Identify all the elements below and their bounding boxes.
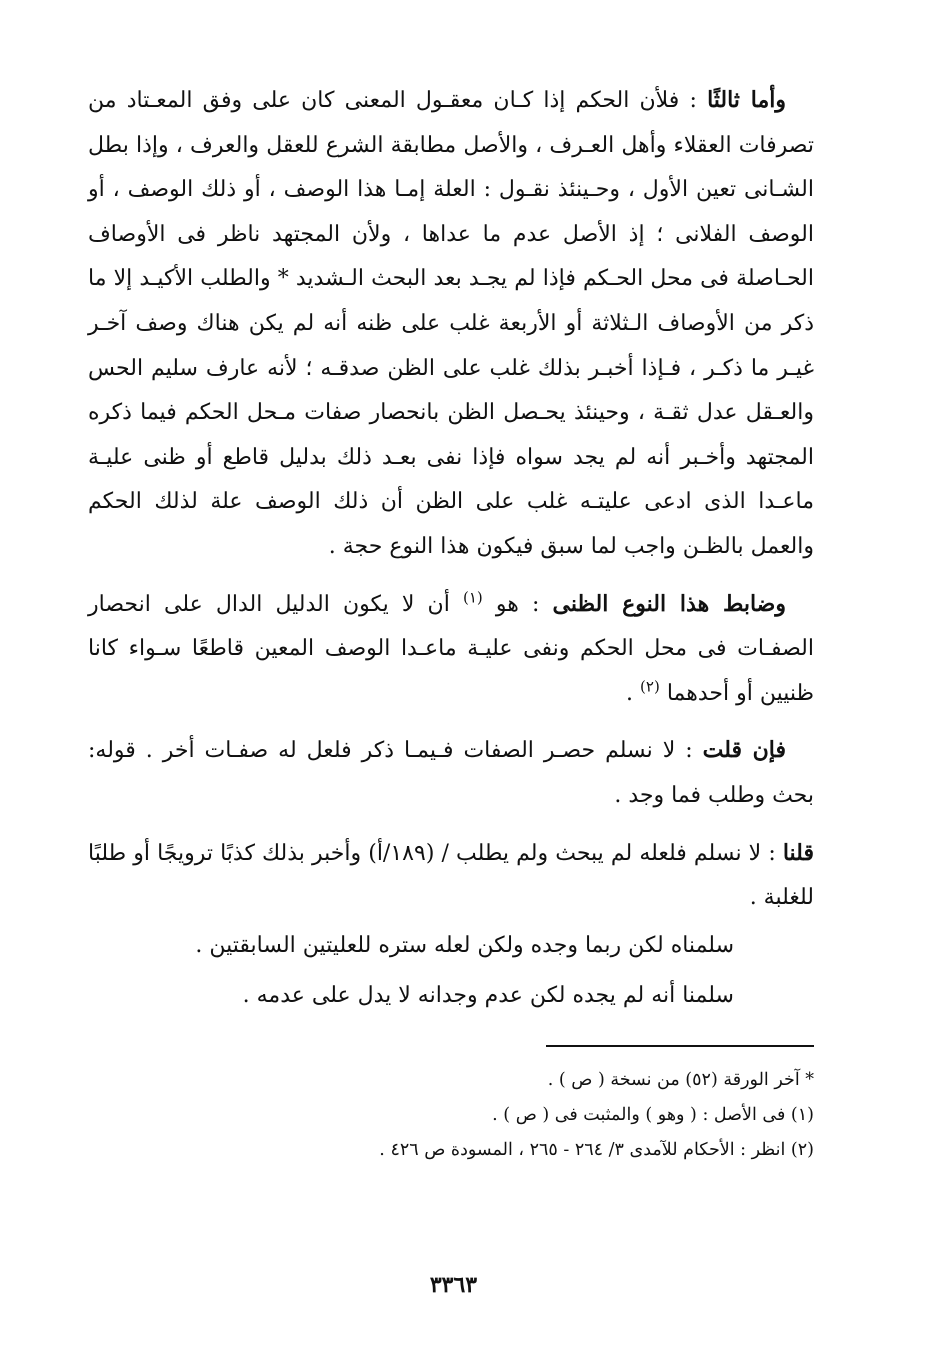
footnote-ref-1: (١) <box>462 588 483 607</box>
paragraph-6: سلمنا أنه لم يجده لكن عدم وجدانه لا يدل على عدمه . <box>242 982 734 1008</box>
paragraph-2 <box>88 582 814 717</box>
page-body <box>88 78 814 1168</box>
footnote-1: (١) فى الأصل : ( وهو ) والمثبت فى ( ص ) . <box>492 1104 814 1125</box>
paragraph-lead: وضابط هذا النوع الظنى <box>552 590 786 617</box>
paragraph-4 <box>88 831 814 921</box>
paragraph-text: : لا نسلم حصـر الصفات فـيمـا ذكر فلعل له صفـات أخر . قوله: بحث وطلب فما وجد . <box>88 738 814 808</box>
paragraph-lead: وأما ثالثًا <box>707 87 786 113</box>
paragraph-lead: قلنا <box>782 839 814 866</box>
paragraph-1 <box>88 78 814 570</box>
page-number: ٣٣٦٣ <box>429 1272 478 1298</box>
footnote-star: * آخر الورقة (٥٢) من نسخة ( ص ) . <box>547 1069 814 1090</box>
footnote-2: (٢) انظر : الأحكام للآمدى ٣/ ٢٦٤ - ٢٦٥ ، المسودة ص ٤٢٦ . <box>379 1139 814 1160</box>
footnote-ref-2: (٢) <box>640 677 660 696</box>
paragraph-3 <box>88 728 814 818</box>
paragraph-text: : فلأن الحكم إذا كـان معقـول المعنى كان على وفق المعـتاد من تصرفات العقلاء وأهل العـرف ، والأصل مطابقة الشرع للعقل والعرف ، وإذا بطل الشـانى تعين الأول ، وحـينئذ نقـول : العلة إمـا هذا الوصف ، أو ذلك الوصف ، أو الوصف الفلانى ؛ إذ الأصل عدم ما عداها ، ولأن المجتهد ناظر فى الأوصاف الحـاصلة فى محل الحـكم فإذا لم يجـد بعد البحث الـشديد * والطلب الأكيـد إلا ما ذكر من الأوصاف الـثلاثة أو الأربعة غلب على ظنه أنه لم يكن هناك وصف آخـر غيـر ما ذكـر ، فـإذا أخبـر بذلك غلب على الظن صدقـه ؛ لأنه عارف سليم الحس والعـقل عدل ثقـة ، وحينئذ يحـصل الظن بانحصار صفات مـحل الحكم فيما ذكره المجتهد وأخـبر أنه لم يجد سواه فإذا نفى بعـد ذلك بدليل قاطع أو ظنى عليـة ماعـدا الذى ادعى عليتـه غلب على الظن أن ذلك الوصف علة لذلك الحكم والعمل بالظـن واجب لما سبق فيكون هذا النوع حجة . <box>88 88 814 559</box>
footnotes <box>88 1063 814 1168</box>
paragraph-text: : لا نسلم فلعله لم يبحث ولم يطلب / (١٨٩/أ) وأخبر بذلك كذبًا ترويجًا أو طلبًا للغلبة . <box>88 840 814 911</box>
paragraph-5: سلمناه لكن ربما وجده ولكن لعله ستره للعليتين السابقتين . <box>195 932 734 958</box>
paragraph-lead: فإن قلت <box>702 737 786 764</box>
paragraph-text: . <box>626 680 641 706</box>
footnote-separator <box>546 1045 814 1047</box>
paragraph-text: : هو <box>482 591 553 617</box>
paragraph-text: أن لا يكون الدليل الدال على انحصار الصفـات فى محل الحكم ونفى عليـة ماعـدا الوصف المعين قاطعًا سـواء كانا ظنيين أو أحدهما <box>88 591 814 706</box>
